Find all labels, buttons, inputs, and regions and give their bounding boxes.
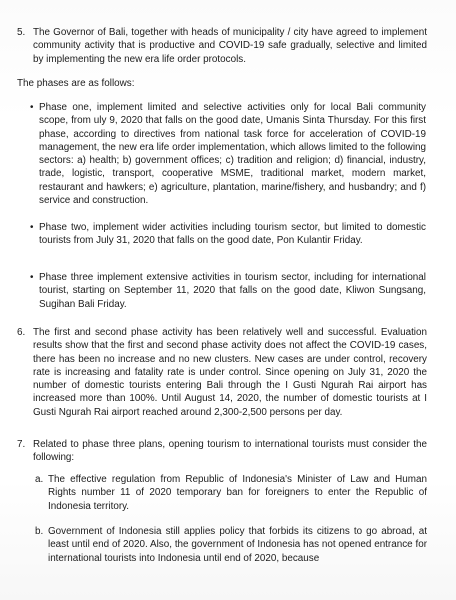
bullet-phase-one-text: Phase one, implement limited and selective activities only for local Bali community scope, from uly 9, 2020 that falls on the good date, Umanis Sinta Thursday. For this first phase, according to directives from national task force for acceleration of COVID-19 management, the new era life order implementation, which allows limited to the following sectors: a) health; b) government offices; c) tradition and religion; d) financial, industry, trade, logistic, transport, cooperative MSME, traditional market, modern market, restaurant and hawkers; e) agriculture, plantation, marine/fishery, and husbandry; and f) service and construction.	[39, 102, 426, 207]
sub-item-b-text: Government of Indonesia still applies policy that forbids its citizens to go abroad, at least until end of 2020. Also, the government of Indonesia has not opened entrance for international tourists into Indonesia until end of 2020, because	[48, 526, 427, 564]
bullet-phase-two-text: Phase two, implement wider activities including tourism sector, but limited to domestic tourists from July 31, 2020 that falls on the good date, Pon Kulantir Friday.	[39, 222, 426, 247]
bullet-phase-three	[30, 271, 426, 311]
item-5	[17, 26, 427, 66]
bullet-marker: •	[30, 102, 34, 113]
item-7	[17, 438, 427, 465]
bullet-marker: •	[30, 222, 34, 233]
item-7-number: 7.	[17, 439, 26, 450]
item-5-number: 5.	[17, 27, 26, 38]
sub-item-b	[35, 525, 427, 565]
item-6	[17, 326, 427, 419]
item-6-number: 6.	[17, 327, 26, 338]
item-6-text: The first and second phase activity has been relatively well and successful. Evaluation results show that the first and second phase activity does not affect the COVID-19 cases, there has been no increase and no new clusters. New cases are under control, recovery rate is increasing and fatality rate is under control. Since opening on July 31, 2020 the number of domestic tourists entering Bali through the I Gusti Ngurah Rai airport has increased more than 100%. Until August 14, 2020, the number of domestic tourists at I Gusti Ngurah Rai airport reached around 2,300-2,500 persons per day.	[33, 327, 427, 418]
sub-item-a-text: The effective regulation from Republic of Indonesia's Minister of Law and Human Rights number 11 of 2020 temporary ban for foreigners to enter the Republic of Indonesia territory.	[48, 474, 427, 512]
bullet-phase-two	[30, 221, 426, 248]
sub-item-b-letter: b.	[35, 526, 44, 537]
item-5-text: The Governor of Bali, together with heads of municipality / city have agreed to implement community activity that is productive and COVID-19 safe gradually, selective and limited by implementing the new era life order protocols.	[33, 27, 427, 65]
bullet-marker: •	[30, 272, 34, 283]
bullet-phase-one	[30, 101, 426, 207]
bullet-phase-three-text: Phase three implement extensive activities in tourism sector, including for international tourist, starting on September 11, 2020 that falls on the good date, Kliwon Sungsang, Sugihan Bali Friday.	[39, 272, 426, 310]
sub-item-a-letter: a.	[35, 474, 44, 485]
phases-intro: The phases are as follows:	[17, 78, 135, 89]
sub-item-a	[35, 473, 427, 513]
item-7-text: Related to phase three plans, opening tourism to international tourists must consider the following:	[33, 439, 427, 464]
